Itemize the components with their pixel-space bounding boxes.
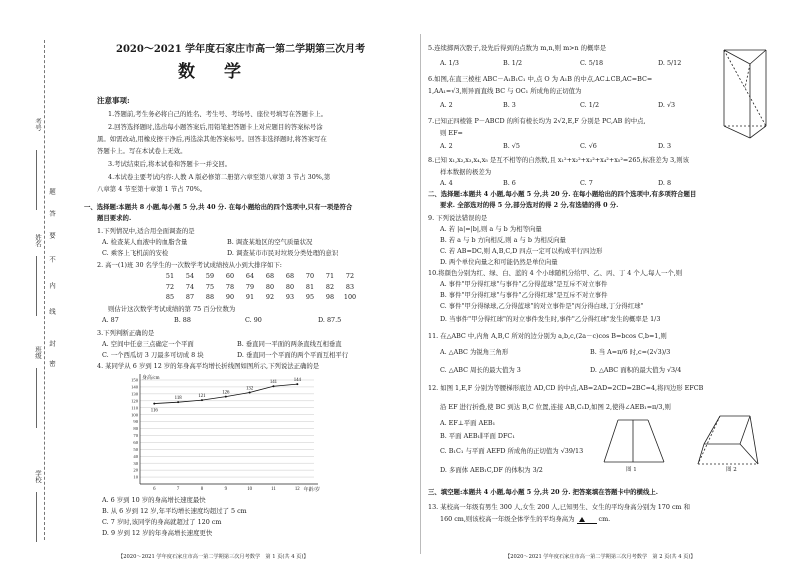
q3-stem: 3.下列判断正确的是 xyxy=(97,329,155,337)
section1-heading: 一、选择题:本题共 8 小题,每小题 5 分,共 40 分. 在每小题给出的四个选项中,只有一项是符合 xyxy=(84,203,353,211)
q11-option-c: C. △ABC 周长的最大值为 3 xyxy=(440,366,521,374)
fig2-caption: 图 2 xyxy=(726,467,737,473)
x-tick-label: 9 xyxy=(224,487,228,492)
notice-line: 答题卡上。写在本试卷上无效。 xyxy=(97,147,187,155)
data-point xyxy=(296,383,298,385)
y-tick-label: 90 xyxy=(133,419,138,425)
q6-line: 1,AA₁=√3,则异面直线 BC 与 OC₁ 所成角的正切值为 xyxy=(428,87,582,95)
q4-option-c: C. 7 岁时,该同学的身高就超过了 120 cm xyxy=(102,518,222,526)
data-point xyxy=(177,401,179,403)
q5-option-b: B. 1/2 xyxy=(503,59,523,67)
y-tick-label: 30 xyxy=(133,460,138,466)
q12-option-b: B. 平面 AEB₁∥平面 DFC₁ xyxy=(440,432,515,440)
class-label: 班级 xyxy=(34,346,42,359)
q13-line: 13. 某校高一年级有男生 300 人,女生 200 人,已知男生、女生的平均身高分别为 170 cm 和 xyxy=(428,503,691,511)
section2-heading: 二、选择题:本题共 4 小题,每小题 5 分,共 20 分. 在每小题给出的四个选项中,有多项符合题目 xyxy=(428,190,697,198)
q8-line: 8.已知 x₁,x₂,x₃,x₄,x₅ 是互不相等的自然数,且 x₁²+x₂²+x₃²+x₄²+x₅²=265,标准差为 3,则该 xyxy=(428,156,689,164)
q9-stem: 9. 下列说法错误的是 xyxy=(428,214,488,222)
notice-line: 4.本试卷主要考试内容:人教 A 版必修第二册第六章至第八章第 3 节占 30%,第 xyxy=(108,173,331,181)
subject-title: 数 学 xyxy=(178,62,247,82)
q12-option-a: A. EF⊥平面 AEB₁ xyxy=(440,419,496,427)
q4-option-d: D. 9 岁到 12 岁的年身高增长速度更快 xyxy=(102,529,213,537)
data-point xyxy=(249,391,251,393)
score-row: 85 87 88 90 91 92 93 95 98 100 xyxy=(165,293,357,302)
q5-option-d: D. 5/12 xyxy=(658,59,682,67)
data-label: 126 xyxy=(222,390,230,396)
q9-option-c: C. 若 AB=DC,则 A,B,C,D 四点一定可以构成平行四边形 xyxy=(440,247,603,255)
q6-option-d: D. √3 xyxy=(658,101,676,109)
q8-option-b: B. 6 xyxy=(503,179,516,187)
q1-option-b: B. 调查某地区的空气质量状况 xyxy=(227,238,313,246)
y-tick-label: 40 xyxy=(133,453,138,459)
q5-option-a: A. 1/3 xyxy=(440,59,459,67)
prism-figure xyxy=(716,42,778,142)
binding-strip: 考号 姓名 班级 学校 密 封 线 内 不 要 答 题 xyxy=(0,0,60,565)
y-tick-label: 110 xyxy=(131,405,138,411)
notice-line: 八章第 4 节至第十章第 1 节占 70%。 xyxy=(97,185,207,193)
q10-line: 10.将颜色分别为红、绿、白、蓝的 4 个小球随机分给甲、乙、丙、丁 4 个人,每人一个,则 xyxy=(428,269,683,277)
data-point xyxy=(201,399,203,401)
q2-stem: 2. 高一(1)班 30 名学生的一次数学考试成绩按从小到大排序如下: xyxy=(97,261,282,269)
q7-line: 7.已知正四棱锥 P－ABCD 的所有棱长均为 2√2,E,F 分别是 PC,AB 的中点, xyxy=(428,117,646,125)
q6-option-c: C. 1/2 xyxy=(580,101,600,109)
data-label: 144 xyxy=(293,378,301,384)
q8-option-d: D. 8 xyxy=(658,179,672,187)
y-axis-title: 身高/cm xyxy=(142,376,160,381)
q2-followup: 则估计这次数学考试成绩的第 75 百分位数为 xyxy=(108,305,236,313)
y-tick-label: 150 xyxy=(131,377,138,383)
data-label: 141 xyxy=(269,380,278,386)
notice-line: 2.回答选择题时,选出每小题答案后,用铅笔把答题卡上对应题目的答案标号涂 xyxy=(108,123,323,131)
q11-option-d: D. △ABC 面积的最大值为 √3/4 xyxy=(590,366,682,374)
q10-option-a: A. 事件"甲分得红球"与事件"乙分得蓝球"是互斥不对立事件 xyxy=(440,280,608,288)
school-label: 学校 xyxy=(34,470,42,483)
q11-option-b: B. 当 A=π/6 时,c=(2√3)/3 xyxy=(590,348,671,356)
y-tick-label: 100 xyxy=(131,412,138,418)
answer-blank-marker xyxy=(577,515,597,524)
q12-option-d: D. 多面体 AEB₁C,DF 的体积为 3/2 xyxy=(440,466,543,474)
q12-line: 沿 EF 进行折叠,使 BC 到达 B,C 位置,连接 AB,C₁D,如图 2,使得∠AEB₁=π/3,则 xyxy=(440,403,671,411)
data-point xyxy=(225,396,227,398)
y-tick-label: 10 xyxy=(133,474,138,480)
q2-option-a: A. 87 xyxy=(102,316,119,324)
section2-heading-cont: 要求. 全部选对的得 5 分,部分选对的得 2 分,有选错的得 0 分. xyxy=(440,201,619,209)
exam-title: 2020～2021 学年度石家庄市高一第二学期第三次月考 xyxy=(116,44,366,55)
q8-option-c: C. 7 xyxy=(580,179,593,187)
x-tick-label: 7 xyxy=(176,487,180,492)
q5-stem: 5.连续掷两次骰子,设先后得到的点数为 m,n,则 m>n 的概率是 xyxy=(428,44,607,52)
q9-option-d: D. 两个单位向量之和可能仍然是单位向量 xyxy=(440,258,558,266)
notice-heading: 注意事项: xyxy=(97,96,130,105)
exam-number-label: 考号 xyxy=(34,118,42,131)
q4-stem: 4. 某同学从 6 岁到 12 岁的年身高平均增长折线图如图所示,下列说法正确的是 xyxy=(97,362,320,370)
q4-option-a: A. 6 岁到 10 岁的身高增长速度最快 xyxy=(102,496,206,504)
y-tick-label: 50 xyxy=(133,446,138,452)
x-tick-label: 12 xyxy=(294,487,300,492)
y-tick-label: 70 xyxy=(133,433,138,439)
q7-option-c: C. √6 xyxy=(580,142,597,150)
q7-option-b: B. √5 xyxy=(503,142,520,150)
q10-option-c: C. 事件"甲分得绿球,乙分得蓝球"的对立事件是"丙分得白球,丁分得红球" xyxy=(440,302,644,310)
q3-option-a: A. 空间中任意三点确定一个平面 xyxy=(102,340,194,348)
notice-line: 黑。如需改动,用橡皮擦干净后,再选涂其他答案标号。回答非选择题时,将答案写在 xyxy=(97,135,327,143)
q3-option-b: B. 垂直同一平面的两条直线互相垂直 xyxy=(237,340,342,348)
q6-line: 6.如图,在直三棱柱 ABC－A₁B₁C₁ 中,点 O 为 A₁B 的中点,AC⊥CB,AC=BC= xyxy=(428,75,653,83)
q9-option-a: A. 若 |a|=|b|,则 a 与 b 为相等向量 xyxy=(440,225,542,233)
q1-stem: 1.下列情况中,适合用全面调查的是 xyxy=(97,227,195,235)
q8-line: 样本数据的极差为 xyxy=(440,168,492,176)
q12-line: 12. 如图 1,E,F 分别为等腰梯形底边 AD,CD 的中点,AB=2AD=2CD=2BC=4,将四边形 EFCB xyxy=(428,384,704,392)
q4-option-b: B. 从 6 岁到 12 岁,年平均增长速度均超过了 5 cm xyxy=(102,507,247,515)
q10-option-d: D. 当事件"甲分得红球"的对立事件发生时,事件"乙分得红球"发生的概率是 1/3 xyxy=(440,315,661,323)
data-point xyxy=(153,403,155,405)
q10-option-b: B. 事件"甲分得红球"与事件"乙分得红球"是互斥不对立事件 xyxy=(440,291,608,299)
q8-option-a: A. 4 xyxy=(440,179,453,187)
y-tick-label: 140 xyxy=(131,384,138,390)
q11-option-a: A. △ABC 为锐角三角形 xyxy=(440,348,509,356)
height-growth-line-chart xyxy=(118,372,324,494)
y-tick-label: 60 xyxy=(133,440,138,445)
y-tick-label: 130 xyxy=(131,391,138,397)
data-label: 118 xyxy=(174,396,182,402)
data-label: 121 xyxy=(198,394,206,400)
x-tick-label: 6 xyxy=(153,487,156,492)
q6-option-a: A. 2 xyxy=(440,101,453,109)
notice-line: 1.答题前,考生务必将自己的姓名、考生号、考场号、座位号填写在答题卡上。 xyxy=(108,110,328,118)
page1-footer: 【2020～2021 学年度石家庄市高一第二学期第三次月考数学 第 1 页(共 4 页)】 xyxy=(118,554,309,560)
page-divider xyxy=(420,34,421,554)
q2-option-c: C. 90 xyxy=(245,316,262,324)
section1-heading-cont: 题目要求的. xyxy=(97,214,132,222)
fig1-caption: 图 1 xyxy=(626,467,637,473)
q2-option-b: B. 88 xyxy=(174,316,191,324)
data-label: 116 xyxy=(150,408,158,414)
data-point xyxy=(272,385,274,387)
name-label: 姓名 xyxy=(34,234,42,247)
x-tick-label: 10 xyxy=(247,487,253,492)
q1-option-a: A. 检查某人血液中的血脂含量 xyxy=(102,238,188,246)
q9-option-b: B. 若 a 与 b 方向相反,则 a 与 b 为相反向量 xyxy=(440,236,566,244)
q3-option-d: D. 垂直同一个平面的两个平面互相平行 xyxy=(237,351,349,359)
q7-line: 则 EF= xyxy=(440,129,463,137)
data-label: 132 xyxy=(246,386,254,392)
q1-option-d: D. 调查某市市民对垃圾分类处理的意识 xyxy=(227,249,339,257)
x-tick-label: 8 xyxy=(200,487,204,492)
q3-option-c: C. 一个西瓜切 3 刀最多可切成 8 块 xyxy=(102,351,204,359)
y-tick-label: 20 xyxy=(133,467,138,473)
page2-footer: 【2020～2021 学年度石家庄市高一第二学期第三次月考数学 第 2 页(共 4 页)】 xyxy=(505,554,696,560)
q2-option-d: D. 87.5 xyxy=(318,316,342,324)
y-tick-label: 120 xyxy=(131,398,138,404)
y-tick-label: 80 xyxy=(133,426,138,432)
q12-option-c: C. B₁C₁ 与平面 AEFD 所成角的正切值为 √39/13 xyxy=(440,447,584,455)
q2-score-table xyxy=(160,271,360,303)
q13-line-cont: 160 cm,则该校高一年级全体学生的平均身高为 cm. xyxy=(440,515,611,523)
q5-option-c: C. 5/18 xyxy=(580,59,604,67)
score-row: 51 54 59 60 64 68 68 70 71 72 xyxy=(165,272,355,281)
q7-option-a: A. 2 xyxy=(440,142,453,150)
x-axis-title: 年龄/岁 xyxy=(303,488,320,493)
q7-option-d: D. 3 xyxy=(658,142,672,150)
q6-option-b: B. 3 xyxy=(503,101,516,109)
q11-stem: 11. 在△ABC 中,内角 A,B,C 所对的边分别为 a,b,c,(2a－c)cos B=bcos C,b=1,则 xyxy=(428,332,667,340)
section3-heading: 三、填空题:本题共 4 小题,每小题 5 分,共 20 分. 把答案填在答题卡中的横线上. xyxy=(428,488,658,496)
notice-line: 3.考试结束后,将本试卷和答题卡一并交回。 xyxy=(108,160,232,168)
score-row: 72 74 75 78 79 80 80 81 82 83 xyxy=(165,282,355,291)
q1-option-c: C. 乘客上飞机前的安检 xyxy=(102,249,169,257)
x-tick-label: 11 xyxy=(271,487,276,492)
